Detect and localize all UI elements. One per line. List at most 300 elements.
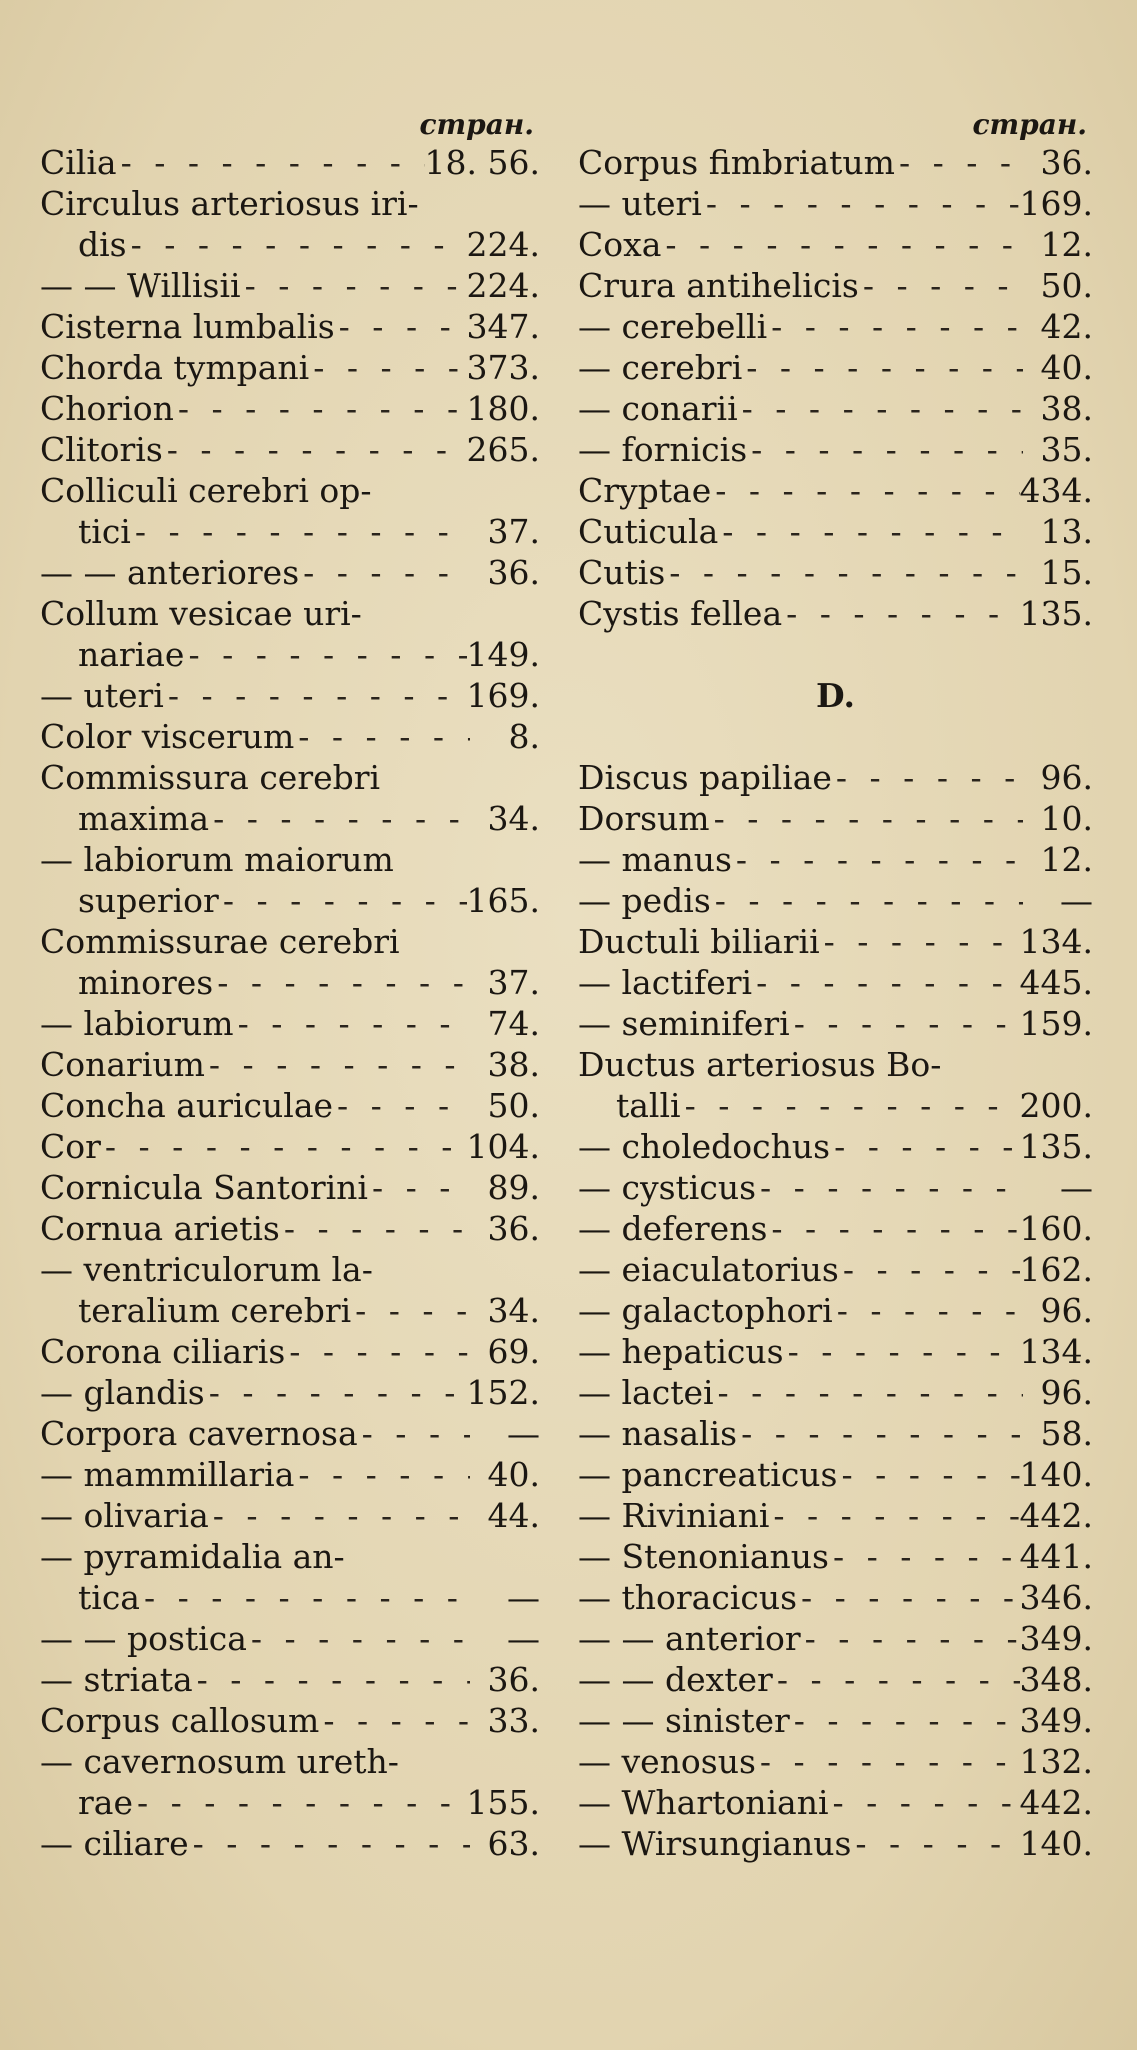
dot-leader xyxy=(205,1044,470,1085)
entry-page-number: 34. xyxy=(487,1291,540,1330)
entry-term: Cor xyxy=(40,1127,101,1166)
entry-term: Commissura cerebri xyxy=(40,758,381,797)
entry-page-number: 140. xyxy=(1019,1824,1093,1863)
entry-page-number: 162. xyxy=(1019,1250,1093,1289)
entry-page-number: 96. xyxy=(1040,1373,1093,1412)
entry-term: Cilia xyxy=(40,143,117,182)
dot-leader xyxy=(681,1085,1020,1126)
entry-term: — pancreaticus xyxy=(578,1455,838,1494)
index-entry xyxy=(578,1823,1093,1864)
index-entry xyxy=(578,880,1093,921)
index-entry xyxy=(578,1290,1093,1331)
index-entry xyxy=(578,1249,1093,1290)
entry-page-number: 434. xyxy=(1019,471,1093,510)
entry-term: — ciliare xyxy=(40,1824,189,1863)
entry-term: — manus xyxy=(578,840,732,879)
entry-page-number: 34. xyxy=(487,799,540,838)
entry-term: Ductus arteriosus Bo- xyxy=(578,1045,942,1084)
dot-leader xyxy=(294,716,470,757)
dot-leader xyxy=(747,429,1023,470)
dot-leader xyxy=(294,1454,470,1495)
index-entry xyxy=(578,962,1093,1003)
blank-line xyxy=(578,716,1093,757)
entry-page-number: — xyxy=(507,1414,540,1453)
dot-leader xyxy=(820,921,1020,962)
left-entries xyxy=(40,142,540,1864)
dot-leader xyxy=(101,1126,467,1167)
index-entry xyxy=(40,1126,540,1167)
entry-term: Chorion xyxy=(40,389,174,428)
index-entry xyxy=(40,593,540,634)
entry-page-number: 15. xyxy=(1040,553,1093,592)
entry-page-number: 169. xyxy=(1019,184,1093,223)
dot-leader xyxy=(829,1536,1020,1577)
dot-leader xyxy=(830,1126,1019,1167)
entry-page-number: 349. xyxy=(1019,1701,1093,1740)
entry-page-number: 37. xyxy=(487,512,540,551)
entry-term: Collum vesicae uri- xyxy=(40,594,362,633)
dot-leader xyxy=(851,1823,1019,1864)
entry-term: — labiorum maiorum xyxy=(40,840,394,879)
entry-page-number: 8. xyxy=(508,717,540,756)
index-entry xyxy=(40,1372,540,1413)
entry-term: Ductuli biliarii xyxy=(578,922,820,961)
entry-page-number: 96. xyxy=(1040,758,1093,797)
entry-page-number: — xyxy=(507,1578,540,1617)
index-entry xyxy=(578,1782,1093,1823)
entry-page-number: 149. xyxy=(466,635,540,674)
index-entry xyxy=(40,511,540,552)
index-entry xyxy=(40,347,540,388)
entry-term: Corona ciliaris xyxy=(40,1332,286,1371)
entry-page-number: 10. xyxy=(1040,799,1093,838)
dot-leader xyxy=(299,552,470,593)
entry-page-number: 63. xyxy=(487,1824,540,1863)
dot-leader xyxy=(838,1454,1020,1495)
page-column-header: стран. xyxy=(972,108,1087,141)
entry-page-number: 349. xyxy=(1019,1619,1093,1658)
entry-term: tici xyxy=(78,512,131,551)
entry-page-number: 442. xyxy=(1019,1783,1093,1822)
index-entry xyxy=(40,1249,540,1290)
dot-leader xyxy=(839,1249,1020,1290)
entry-page-number: 69. xyxy=(487,1332,540,1371)
entry-term: — conarii xyxy=(578,389,738,428)
entry-page-number: 180. xyxy=(466,389,540,428)
entry-term: Commissurae cerebri xyxy=(40,922,400,961)
index-entry xyxy=(578,1577,1093,1618)
dot-leader xyxy=(732,839,1023,880)
index-entry xyxy=(40,1044,540,1085)
dot-leader xyxy=(711,880,1023,921)
dot-leader xyxy=(769,1495,1019,1536)
entry-page-number: 134. xyxy=(1019,1332,1093,1371)
page-column-header: стран. xyxy=(419,108,534,141)
entry-term: Crura antihelicis xyxy=(578,266,859,305)
entry-page-number: 36. xyxy=(1040,143,1093,182)
dot-leader xyxy=(127,224,467,265)
entry-page-number: 442. xyxy=(1019,1496,1093,1535)
entry-term: tica xyxy=(78,1578,140,1617)
entry-page-number: 200. xyxy=(1019,1086,1093,1125)
entry-term: — pyramidalia an- xyxy=(40,1537,345,1576)
entry-term: Corpora cavernosa xyxy=(40,1414,358,1453)
entry-term: — cerebri xyxy=(578,348,743,387)
entry-page-number: 42. xyxy=(1040,307,1093,346)
index-entry xyxy=(40,1290,540,1331)
entry-term: — labiorum xyxy=(40,1004,234,1043)
index-entry xyxy=(578,1085,1093,1126)
entry-term: maxima xyxy=(78,799,210,838)
entry-page-number: 38. xyxy=(487,1045,540,1084)
index-entry xyxy=(578,1618,1093,1659)
entry-term: — thoracicus xyxy=(578,1578,798,1617)
dot-leader xyxy=(280,1208,470,1249)
entry-term: — Whartoniani xyxy=(578,1783,829,1822)
index-entry xyxy=(578,1126,1093,1167)
entry-term: — deferens xyxy=(578,1209,768,1248)
dot-leader xyxy=(333,1085,470,1126)
entry-page-number: 135. xyxy=(1019,1127,1093,1166)
index-entry xyxy=(40,552,540,593)
dot-leader xyxy=(718,511,1023,552)
entry-term: — — anterior xyxy=(578,1619,801,1658)
entry-term: Concha auriculae xyxy=(40,1086,334,1125)
index-entry xyxy=(40,1618,540,1659)
index-entry xyxy=(578,1372,1093,1413)
index-entry xyxy=(40,1659,540,1700)
entry-term: — Stenonianus xyxy=(578,1537,829,1576)
entry-term: — cavernosum ureth- xyxy=(40,1742,399,1781)
entry-term: — lactiferi xyxy=(578,963,753,1002)
entry-term: — uteri xyxy=(578,184,702,223)
right-entries xyxy=(578,142,1093,1864)
entry-page-number: — xyxy=(1060,1168,1093,1207)
entry-page-number: 12. xyxy=(1040,840,1093,879)
entry-term: — mammillaria xyxy=(40,1455,295,1494)
entry-page-number: 160. xyxy=(1019,1209,1093,1248)
index-entry xyxy=(40,1577,540,1618)
dot-leader xyxy=(285,1331,470,1372)
entry-page-number: 35. xyxy=(1040,430,1093,469)
dot-leader xyxy=(174,388,467,429)
entry-term: — cerebelli xyxy=(578,307,768,346)
entry-page-number: 58. xyxy=(1040,1414,1093,1453)
dot-leader xyxy=(140,1577,470,1618)
entry-term: Chorda tympani xyxy=(40,348,310,387)
entry-page-number: 13. xyxy=(1040,512,1093,551)
dot-leader xyxy=(184,634,466,675)
entry-page-number: 348. xyxy=(1019,1660,1093,1699)
index-entry xyxy=(40,716,540,757)
index-entry xyxy=(40,1536,540,1577)
entry-term: Clitoris xyxy=(40,430,163,469)
index-entry xyxy=(40,470,540,511)
entry-page-number: 12. xyxy=(1040,225,1093,264)
entry-term: Cutis xyxy=(578,553,666,592)
entry-term: Corpus callosum xyxy=(40,1701,320,1740)
index-entry xyxy=(578,1003,1093,1044)
index-entry xyxy=(578,265,1093,306)
index-entry xyxy=(578,470,1093,511)
entry-term: Circulus arteriosus iri- xyxy=(40,184,419,223)
entry-term: — cysticus xyxy=(578,1168,757,1207)
entry-page-number: 44. xyxy=(487,1496,540,1535)
entry-page-number: 50. xyxy=(487,1086,540,1125)
entry-page-number: 445. xyxy=(1019,963,1093,1002)
index-entry xyxy=(40,757,540,798)
index-entry xyxy=(578,429,1093,470)
index-entry xyxy=(578,142,1093,183)
dot-leader xyxy=(319,1700,470,1741)
index-entry xyxy=(40,1495,540,1536)
index-entry xyxy=(578,921,1093,962)
index-entry xyxy=(578,1700,1093,1741)
dot-leader xyxy=(241,265,467,306)
entry-page-number: 346. xyxy=(1019,1578,1093,1617)
dot-leader xyxy=(309,347,466,388)
index-entry xyxy=(40,1741,540,1782)
index-entry xyxy=(40,1208,540,1249)
index-entry xyxy=(578,1413,1093,1454)
dot-leader xyxy=(738,388,1023,429)
entry-term: Cryptae xyxy=(578,471,712,510)
dot-leader xyxy=(702,183,1020,224)
entry-term: — — Willisii xyxy=(40,266,241,305)
dot-leader xyxy=(833,1290,1023,1331)
index-entry xyxy=(40,1823,540,1864)
index-entry xyxy=(578,552,1093,593)
index-entry xyxy=(40,1085,540,1126)
index-entry xyxy=(40,675,540,716)
index-entry xyxy=(40,306,540,347)
index-entry xyxy=(40,880,540,921)
dot-leader xyxy=(752,962,1019,1003)
dot-leader xyxy=(784,1331,1020,1372)
dot-leader xyxy=(661,224,1023,265)
entry-term: Color viscerum xyxy=(40,717,295,756)
dot-leader xyxy=(714,1372,1023,1413)
index-entry xyxy=(40,142,540,183)
entry-page-number: 152. xyxy=(466,1373,540,1412)
dot-leader xyxy=(711,470,1019,511)
index-entry xyxy=(578,1044,1093,1085)
entry-term: superior xyxy=(78,881,219,920)
entry-page-number: 50. xyxy=(1040,266,1093,305)
index-entry xyxy=(578,1741,1093,1782)
index-entry xyxy=(578,1536,1093,1577)
entry-term: Corpus fimbriatum xyxy=(578,143,895,182)
dot-leader xyxy=(133,1782,467,1823)
entry-term: Cornua arietis xyxy=(40,1209,280,1248)
entry-term: — glandis xyxy=(40,1373,205,1412)
dot-leader xyxy=(790,1700,1020,1741)
index-entry xyxy=(578,798,1093,839)
entry-page-number: 159. xyxy=(1019,1004,1093,1043)
entry-page-number: 36. xyxy=(487,553,540,592)
dot-leader xyxy=(859,265,1023,306)
dot-leader xyxy=(665,552,1023,593)
index-entry xyxy=(578,511,1093,552)
entry-term: Discus papiliae xyxy=(578,758,832,797)
dot-leader xyxy=(782,593,1019,634)
entry-page-number: 74. xyxy=(487,1004,540,1043)
entry-page-number: 135. xyxy=(1019,594,1093,633)
section-letter: D. xyxy=(816,676,855,715)
dot-leader xyxy=(247,1618,470,1659)
index-entry xyxy=(40,962,540,1003)
entry-page-number: 224. xyxy=(466,225,540,264)
dot-leader xyxy=(213,962,470,1003)
index-entry xyxy=(578,757,1093,798)
entry-page-number: 265. xyxy=(466,430,540,469)
entry-term: — pedis xyxy=(578,881,711,920)
index-entry xyxy=(40,265,540,306)
entry-term: Conarium xyxy=(40,1045,205,1084)
dot-leader xyxy=(832,757,1023,798)
entry-page-number: 347. xyxy=(466,307,540,346)
index-entry xyxy=(40,1454,540,1495)
entry-term: Cisterna lumbalis xyxy=(40,307,335,346)
entry-term: Coxa xyxy=(578,225,662,264)
entry-term: Cuticula xyxy=(578,512,719,551)
entry-page-number: 140. xyxy=(1019,1455,1093,1494)
dot-leader xyxy=(368,1167,470,1208)
entry-term: — ventriculorum la- xyxy=(40,1250,373,1289)
entry-term: teralium cerebri xyxy=(78,1291,352,1330)
entry-term: — choledochus xyxy=(578,1127,831,1166)
index-entry xyxy=(40,921,540,962)
dot-leader xyxy=(829,1782,1020,1823)
entry-term: — olivaria xyxy=(40,1496,209,1535)
dot-leader xyxy=(164,675,467,716)
entry-page-number: 40. xyxy=(1040,348,1093,387)
dot-leader xyxy=(767,1208,1019,1249)
entry-page-number: 36. xyxy=(487,1660,540,1699)
dot-leader xyxy=(335,306,467,347)
entry-term: Cornicula Santorini xyxy=(40,1168,368,1207)
index-entry xyxy=(578,839,1093,880)
index-entry xyxy=(40,1003,540,1044)
entry-page-number: 33. xyxy=(487,1701,540,1740)
dot-leader xyxy=(234,1003,470,1044)
index-entry xyxy=(578,347,1093,388)
index-entry xyxy=(578,1659,1093,1700)
dot-leader xyxy=(742,347,1023,388)
dot-leader xyxy=(790,1003,1020,1044)
entry-page-number: 224. xyxy=(466,266,540,305)
entry-page-number: 18. 56. xyxy=(424,143,540,182)
entry-page-number: 132. xyxy=(1019,1742,1093,1781)
index-entry xyxy=(578,1331,1093,1372)
dot-leader xyxy=(358,1413,470,1454)
entry-term: — — anteriores xyxy=(40,553,300,592)
dot-leader xyxy=(131,511,470,552)
entry-term: — fornicis xyxy=(578,430,748,469)
index-entry xyxy=(578,1495,1093,1536)
entry-term: — venosus xyxy=(578,1742,756,1781)
index-entry xyxy=(40,388,540,429)
entry-term: — nasalis xyxy=(578,1414,738,1453)
dot-leader xyxy=(117,142,425,183)
entry-page-number: 169. xyxy=(466,676,540,715)
index-entry xyxy=(578,1208,1093,1249)
entry-page-number: 134. xyxy=(1019,922,1093,961)
dot-leader xyxy=(767,306,1023,347)
index-entry xyxy=(578,1167,1093,1208)
entry-term: — — sinister xyxy=(578,1701,790,1740)
dot-leader xyxy=(351,1290,470,1331)
entry-term: — striata xyxy=(40,1660,193,1699)
entry-term: nariae xyxy=(78,635,185,674)
index-entry xyxy=(40,1331,540,1372)
entry-term: — lactei xyxy=(578,1373,714,1412)
dot-leader xyxy=(756,1167,1023,1208)
dot-leader xyxy=(163,429,467,470)
dot-leader xyxy=(895,142,1023,183)
dot-leader xyxy=(219,880,467,921)
entry-term: — — dexter xyxy=(578,1660,773,1699)
index-entry xyxy=(578,306,1093,347)
dot-leader xyxy=(797,1577,1019,1618)
dot-leader xyxy=(756,1741,1020,1782)
entry-page-number: 441. xyxy=(1019,1537,1093,1576)
index-entry xyxy=(578,388,1093,429)
entry-term: — seminiferi xyxy=(578,1004,790,1043)
index-entry xyxy=(578,224,1093,265)
entry-term: Cystis fellea xyxy=(578,594,783,633)
left-column xyxy=(40,108,540,1864)
dot-leader xyxy=(773,1659,1020,1700)
entry-term: — Riviniani xyxy=(578,1496,770,1535)
entry-page-number: 40. xyxy=(487,1455,540,1494)
entry-term: — — postica xyxy=(40,1619,247,1658)
entry-page-number: 155. xyxy=(466,1783,540,1822)
index-entry xyxy=(40,634,540,675)
entry-page-number: — xyxy=(507,1619,540,1658)
entry-term: — galactophori xyxy=(578,1291,833,1330)
entry-page-number: 89. xyxy=(487,1168,540,1207)
entry-term: minores xyxy=(78,963,214,1002)
dot-leader xyxy=(189,1823,470,1864)
index-entry xyxy=(40,1413,540,1454)
entry-term: — hepaticus xyxy=(578,1332,784,1371)
dot-leader xyxy=(737,1413,1023,1454)
entry-page-number: — xyxy=(1060,881,1093,920)
entry-term: rae xyxy=(78,1783,133,1822)
entry-page-number: 38. xyxy=(1040,389,1093,428)
dot-leader xyxy=(801,1618,1020,1659)
index-entry xyxy=(578,1454,1093,1495)
entry-term: — Wirsungianus xyxy=(578,1824,852,1863)
entry-page-number: 165. xyxy=(466,881,540,920)
index-entry xyxy=(40,839,540,880)
index-entry xyxy=(40,183,540,224)
index-entry xyxy=(40,224,540,265)
entry-page-number: 36. xyxy=(487,1209,540,1248)
entry-term: Dorsum xyxy=(578,799,710,838)
dot-leader xyxy=(193,1659,470,1700)
entry-page-number: 104. xyxy=(466,1127,540,1166)
dot-leader xyxy=(209,798,470,839)
index-entry xyxy=(578,183,1093,224)
entry-term: — uteri xyxy=(40,676,164,715)
index-entry xyxy=(40,798,540,839)
blank-line xyxy=(578,634,1093,675)
entry-term: — eiaculatorius xyxy=(578,1250,839,1289)
index-entry xyxy=(40,1700,540,1741)
dot-leader xyxy=(710,798,1023,839)
